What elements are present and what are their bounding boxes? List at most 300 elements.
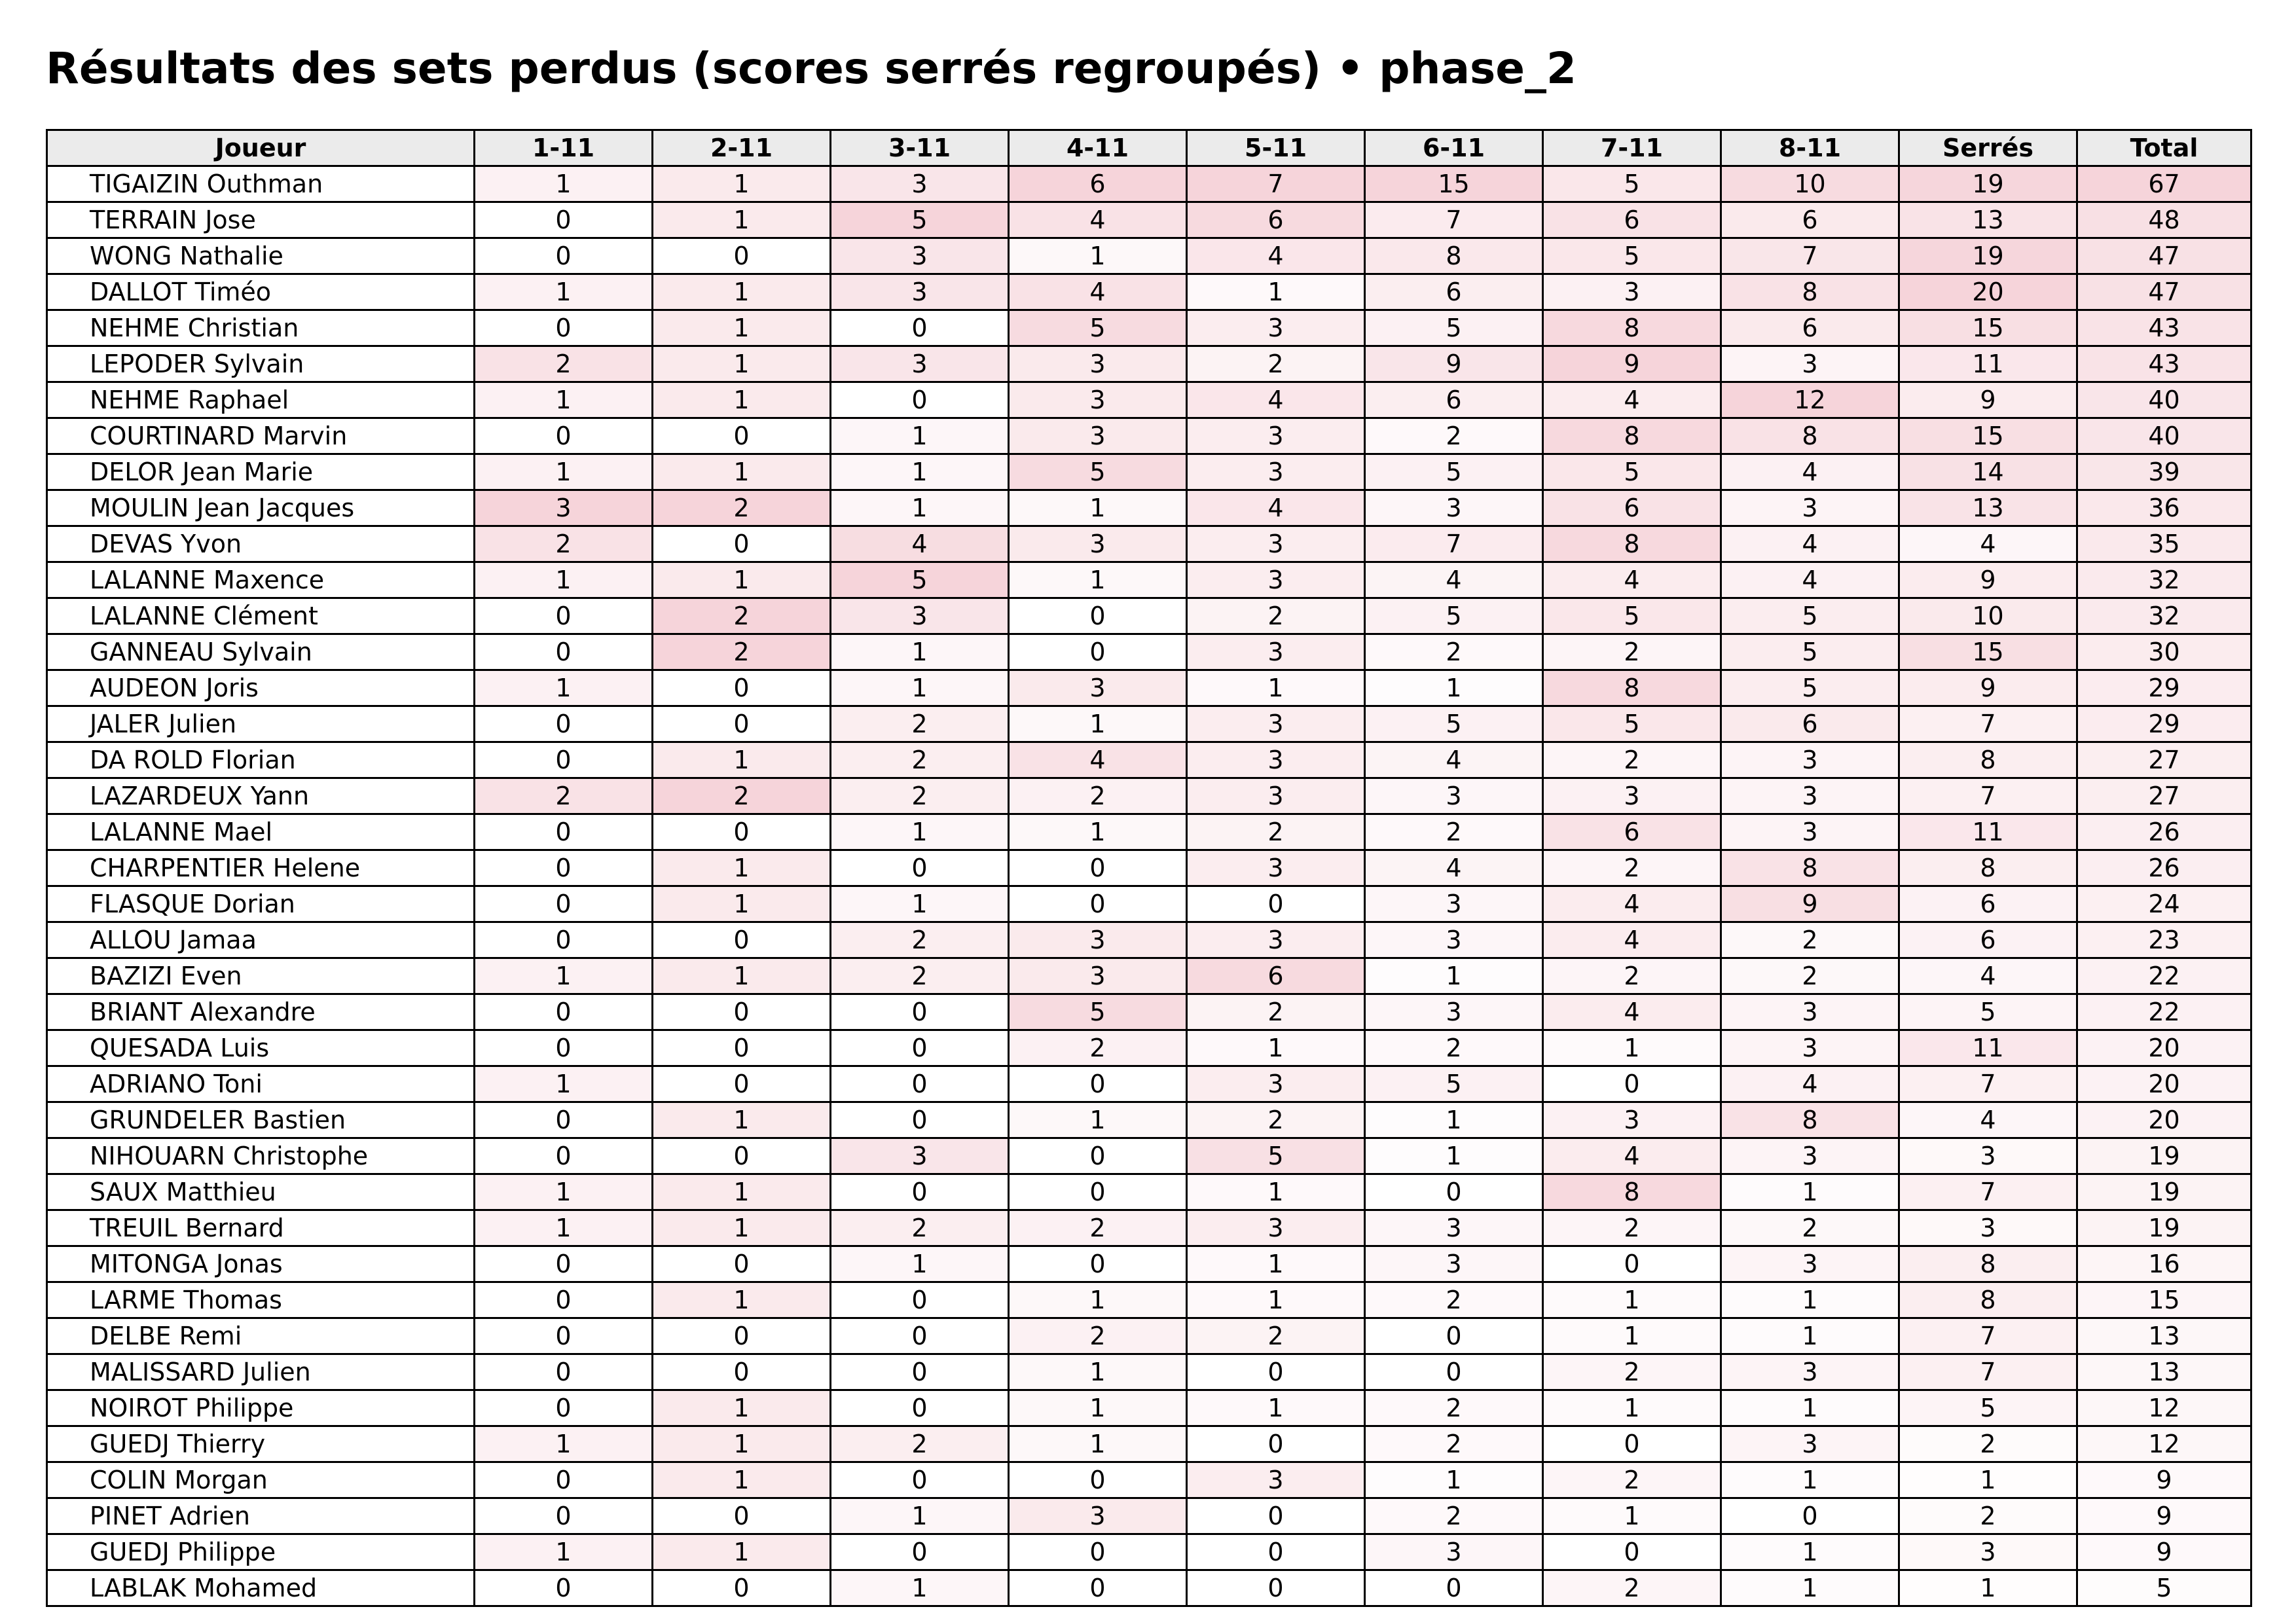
value-cell: 9 — [1721, 886, 1899, 922]
value-cell: 6 — [1009, 166, 1187, 202]
value-cell: 8 — [1543, 526, 1721, 562]
value-cell: 8 — [1721, 850, 1899, 886]
value-cell: 8 — [1899, 1282, 2077, 1318]
value-cell: 3 — [1365, 1534, 1543, 1570]
value-cell: 1 — [1365, 1102, 1543, 1138]
player-name-cell: SAUX Matthieu — [47, 1174, 475, 1210]
value-cell: 27 — [2077, 742, 2251, 778]
value-cell: 40 — [2077, 382, 2251, 418]
player-name-cell: JALER Julien — [47, 706, 475, 742]
value-cell: 2 — [1365, 1426, 1543, 1462]
value-cell: 1 — [831, 418, 1009, 454]
value-cell: 0 — [831, 1030, 1009, 1066]
value-cell: 1 — [1187, 1390, 1365, 1426]
value-cell: 3 — [1009, 418, 1187, 454]
table-body — [47, 166, 2251, 1606]
value-cell: 35 — [2077, 526, 2251, 562]
value-cell: 1 — [475, 1174, 653, 1210]
value-cell: 1 — [1721, 1570, 1899, 1606]
value-cell: 19 — [2077, 1138, 2251, 1174]
value-cell: 7 — [1365, 202, 1543, 238]
value-cell: 0 — [831, 994, 1009, 1030]
value-cell: 5 — [1365, 598, 1543, 634]
value-cell: 0 — [831, 1174, 1009, 1210]
value-cell: 14 — [1899, 454, 2077, 490]
value-cell: 3 — [1009, 670, 1187, 706]
value-cell: 1 — [831, 634, 1009, 670]
value-cell: 0 — [653, 1138, 831, 1174]
value-cell: 2 — [1009, 1210, 1187, 1246]
value-cell: 7 — [1721, 238, 1899, 274]
value-cell: 0 — [1187, 1570, 1365, 1606]
value-cell: 3 — [1009, 382, 1187, 418]
player-name-cell: DELBE Remi — [47, 1318, 475, 1354]
value-cell: 0 — [475, 1570, 653, 1606]
value-cell: 1 — [1009, 562, 1187, 598]
value-cell: 0 — [1009, 1246, 1187, 1282]
page-title: Résultats des sets perdus (scores serrés regroupés) • phase_2 — [46, 43, 1576, 94]
value-cell: 1 — [653, 1102, 831, 1138]
column-header: 8-11 — [1721, 130, 1899, 166]
value-cell: 0 — [475, 706, 653, 742]
value-cell: 5 — [1899, 994, 2077, 1030]
value-cell: 1 — [1543, 1498, 1721, 1534]
value-cell: 29 — [2077, 670, 2251, 706]
value-cell: 11 — [1899, 814, 2077, 850]
value-cell: 0 — [1187, 1426, 1365, 1462]
value-cell: 2 — [1721, 922, 1899, 958]
value-cell: 4 — [1365, 562, 1543, 598]
value-cell: 0 — [1187, 1534, 1365, 1570]
value-cell: 13 — [1899, 490, 2077, 526]
table-row — [47, 814, 2251, 850]
value-cell: 0 — [475, 994, 653, 1030]
value-cell: 3 — [1721, 1030, 1899, 1066]
value-cell: 0 — [1009, 1066, 1187, 1102]
value-cell: 4 — [1543, 994, 1721, 1030]
value-cell: 0 — [1365, 1570, 1543, 1606]
value-cell: 3 — [1721, 1354, 1899, 1390]
table-row — [47, 1318, 2251, 1354]
value-cell: 0 — [831, 1354, 1009, 1390]
value-cell: 1 — [1721, 1390, 1899, 1426]
value-cell: 5 — [1009, 454, 1187, 490]
value-cell: 2 — [1543, 742, 1721, 778]
player-name-cell: LALANNE Maxence — [47, 562, 475, 598]
value-cell: 3 — [831, 274, 1009, 310]
value-cell: 2 — [1365, 634, 1543, 670]
value-cell: 2 — [1365, 814, 1543, 850]
value-cell: 2 — [1187, 814, 1365, 850]
value-cell: 1 — [653, 742, 831, 778]
value-cell: 5 — [831, 562, 1009, 598]
value-cell: 6 — [1721, 310, 1899, 346]
table-row — [47, 1030, 2251, 1066]
value-cell: 2 — [1187, 598, 1365, 634]
value-cell: 2 — [1543, 1210, 1721, 1246]
value-cell: 1 — [1365, 670, 1543, 706]
value-cell: 3 — [1187, 634, 1365, 670]
player-name-cell: DA ROLD Florian — [47, 742, 475, 778]
value-cell: 3 — [1899, 1534, 2077, 1570]
value-cell: 2 — [1009, 1318, 1187, 1354]
value-cell: 2 — [653, 634, 831, 670]
value-cell: 0 — [1009, 1174, 1187, 1210]
value-cell: 5 — [1543, 238, 1721, 274]
value-cell: 4 — [1365, 850, 1543, 886]
value-cell: 3 — [1721, 994, 1899, 1030]
table-row — [47, 1462, 2251, 1498]
value-cell: 16 — [2077, 1246, 2251, 1282]
value-cell: 3 — [1543, 1102, 1721, 1138]
value-cell: 2 — [1543, 1354, 1721, 1390]
table-row — [47, 1282, 2251, 1318]
value-cell: 5 — [1543, 454, 1721, 490]
table-row — [47, 1354, 2251, 1390]
value-cell: 0 — [653, 814, 831, 850]
value-cell: 8 — [1543, 1174, 1721, 1210]
column-header: 3-11 — [831, 130, 1009, 166]
player-name-cell: CHARPENTIER Helene — [47, 850, 475, 886]
value-cell: 5 — [1721, 634, 1899, 670]
value-cell: 0 — [653, 526, 831, 562]
player-name-cell: TIGAIZIN Outhman — [47, 166, 475, 202]
player-name-cell: LALANNE Mael — [47, 814, 475, 850]
value-cell: 0 — [653, 670, 831, 706]
value-cell: 3 — [1543, 778, 1721, 814]
player-name-cell: WONG Nathalie — [47, 238, 475, 274]
column-header: Total — [2077, 130, 2251, 166]
value-cell: 15 — [2077, 1282, 2251, 1318]
value-cell: 5 — [1187, 1138, 1365, 1174]
value-cell: 4 — [1721, 454, 1899, 490]
value-cell: 19 — [1899, 166, 2077, 202]
value-cell: 3 — [831, 346, 1009, 382]
value-cell: 3 — [1721, 1138, 1899, 1174]
value-cell: 1 — [1899, 1570, 2077, 1606]
player-name-cell: COURTINARD Marvin — [47, 418, 475, 454]
table-row — [47, 454, 2251, 490]
value-cell: 9 — [2077, 1462, 2251, 1498]
value-cell: 3 — [1365, 1246, 1543, 1282]
value-cell: 2 — [1899, 1498, 2077, 1534]
value-cell: 12 — [2077, 1426, 2251, 1462]
value-cell: 3 — [1365, 994, 1543, 1030]
value-cell: 5 — [1009, 310, 1187, 346]
value-cell: 1 — [831, 886, 1009, 922]
value-cell: 8 — [1721, 418, 1899, 454]
value-cell: 40 — [2077, 418, 2251, 454]
value-cell: 0 — [475, 1282, 653, 1318]
value-cell: 1 — [1009, 814, 1187, 850]
value-cell: 3 — [1365, 922, 1543, 958]
value-cell: 9 — [1899, 562, 2077, 598]
value-cell: 2 — [1187, 1318, 1365, 1354]
value-cell: 0 — [831, 310, 1009, 346]
value-cell: 3 — [1187, 1462, 1365, 1498]
table-row — [47, 706, 2251, 742]
value-cell: 47 — [2077, 274, 2251, 310]
value-cell: 1 — [653, 346, 831, 382]
value-cell: 0 — [1543, 1426, 1721, 1462]
value-cell: 3 — [1009, 346, 1187, 382]
value-cell: 2 — [475, 346, 653, 382]
value-cell: 20 — [1899, 274, 2077, 310]
value-cell: 1 — [475, 166, 653, 202]
value-cell: 0 — [1721, 1498, 1899, 1534]
value-cell: 1 — [831, 670, 1009, 706]
player-name-cell: DELOR Jean Marie — [47, 454, 475, 490]
value-cell: 1 — [1009, 1390, 1187, 1426]
value-cell: 6 — [1365, 382, 1543, 418]
value-cell: 1 — [653, 274, 831, 310]
value-cell: 6 — [1721, 202, 1899, 238]
value-cell: 0 — [653, 1498, 831, 1534]
value-cell: 0 — [1365, 1174, 1543, 1210]
value-cell: 0 — [831, 850, 1009, 886]
value-cell: 6 — [1365, 274, 1543, 310]
value-cell: 1 — [1187, 1282, 1365, 1318]
value-cell: 5 — [1009, 994, 1187, 1030]
value-cell: 1 — [1009, 490, 1187, 526]
value-cell: 1 — [475, 670, 653, 706]
value-cell: 11 — [1899, 346, 2077, 382]
value-cell: 0 — [831, 1390, 1009, 1426]
value-cell: 8 — [1899, 1246, 2077, 1282]
value-cell: 3 — [1187, 562, 1365, 598]
value-cell: 7 — [1899, 1318, 2077, 1354]
player-name-cell: GRUNDELER Bastien — [47, 1102, 475, 1138]
value-cell: 8 — [1899, 850, 2077, 886]
value-cell: 4 — [1899, 958, 2077, 994]
column-header: 7-11 — [1543, 130, 1721, 166]
value-cell: 1 — [1721, 1282, 1899, 1318]
table-row — [47, 1426, 2251, 1462]
value-cell: 1 — [653, 958, 831, 994]
value-cell: 1 — [1009, 706, 1187, 742]
value-cell: 3 — [1721, 1246, 1899, 1282]
table-row — [47, 634, 2251, 670]
value-cell: 2 — [1009, 1030, 1187, 1066]
value-cell: 2 — [653, 490, 831, 526]
value-cell: 0 — [653, 994, 831, 1030]
value-cell: 0 — [1009, 1462, 1187, 1498]
results-table — [46, 129, 2252, 1607]
value-cell: 3 — [1721, 346, 1899, 382]
value-cell: 4 — [831, 526, 1009, 562]
value-cell: 5 — [1721, 670, 1899, 706]
player-name-cell: MOULIN Jean Jacques — [47, 490, 475, 526]
value-cell: 4 — [1543, 1138, 1721, 1174]
value-cell: 3 — [1187, 1066, 1365, 1102]
table-row — [47, 310, 2251, 346]
value-cell: 6 — [1543, 490, 1721, 526]
value-cell: 5 — [1365, 706, 1543, 742]
column-header: 5-11 — [1187, 130, 1365, 166]
player-name-cell: COLIN Morgan — [47, 1462, 475, 1498]
value-cell: 4 — [1009, 202, 1187, 238]
value-cell: 1 — [653, 1462, 831, 1498]
player-name-cell: GUEDJ Philippe — [47, 1534, 475, 1570]
value-cell: 1 — [1009, 238, 1187, 274]
value-cell: 6 — [1187, 958, 1365, 994]
value-cell: 0 — [1365, 1318, 1543, 1354]
value-cell: 3 — [1365, 490, 1543, 526]
value-cell: 9 — [1365, 346, 1543, 382]
value-cell: 0 — [1009, 850, 1187, 886]
value-cell: 4 — [1543, 922, 1721, 958]
value-cell: 5 — [1721, 598, 1899, 634]
table-row — [47, 1534, 2251, 1570]
value-cell: 15 — [1899, 418, 2077, 454]
value-cell: 1 — [475, 1426, 653, 1462]
value-cell: 2 — [1187, 994, 1365, 1030]
value-cell: 1 — [1721, 1174, 1899, 1210]
value-cell: 7 — [1899, 1354, 2077, 1390]
value-cell: 3 — [1009, 922, 1187, 958]
value-cell: 22 — [2077, 958, 2251, 994]
player-name-cell: BAZIZI Even — [47, 958, 475, 994]
table-row — [47, 1570, 2251, 1606]
value-cell: 1 — [653, 1282, 831, 1318]
table-row — [47, 958, 2251, 994]
value-cell: 0 — [475, 742, 653, 778]
value-cell: 3 — [831, 1138, 1009, 1174]
value-cell: 3 — [1187, 418, 1365, 454]
value-cell: 1 — [653, 1534, 831, 1570]
value-cell: 10 — [1721, 166, 1899, 202]
value-cell: 8 — [1721, 274, 1899, 310]
value-cell: 0 — [831, 382, 1009, 418]
value-cell: 1 — [831, 1246, 1009, 1282]
player-name-cell: ALLOU Jamaa — [47, 922, 475, 958]
value-cell: 1 — [831, 490, 1009, 526]
value-cell: 4 — [1543, 382, 1721, 418]
table-row — [47, 238, 2251, 274]
value-cell: 20 — [2077, 1066, 2251, 1102]
value-cell: 2 — [1365, 1498, 1543, 1534]
value-cell: 4 — [1187, 238, 1365, 274]
value-cell: 4 — [1899, 1102, 2077, 1138]
value-cell: 32 — [2077, 562, 2251, 598]
value-cell: 24 — [2077, 886, 2251, 922]
value-cell: 1 — [475, 1534, 653, 1570]
value-cell: 0 — [475, 886, 653, 922]
value-cell: 29 — [2077, 706, 2251, 742]
value-cell: 0 — [831, 1318, 1009, 1354]
value-cell: 0 — [1009, 634, 1187, 670]
value-cell: 3 — [1187, 922, 1365, 958]
table-header — [47, 130, 2251, 166]
value-cell: 30 — [2077, 634, 2251, 670]
value-cell: 0 — [475, 1498, 653, 1534]
value-cell: 7 — [1365, 526, 1543, 562]
value-cell: 1 — [1721, 1534, 1899, 1570]
value-cell: 3 — [1187, 742, 1365, 778]
value-cell: 4 — [1187, 382, 1365, 418]
value-cell: 3 — [831, 238, 1009, 274]
value-cell: 5 — [1365, 454, 1543, 490]
table-row — [47, 778, 2251, 814]
value-cell: 0 — [475, 814, 653, 850]
table-row — [47, 490, 2251, 526]
value-cell: 1 — [1187, 1246, 1365, 1282]
value-cell: 8 — [1365, 238, 1543, 274]
value-cell: 27 — [2077, 778, 2251, 814]
table-row — [47, 886, 2251, 922]
value-cell: 4 — [1009, 742, 1187, 778]
value-cell: 0 — [1365, 1354, 1543, 1390]
value-cell: 3 — [831, 166, 1009, 202]
value-cell: 2 — [1365, 418, 1543, 454]
value-cell: 0 — [475, 598, 653, 634]
value-cell: 1 — [831, 1570, 1009, 1606]
value-cell: 2 — [1543, 850, 1721, 886]
player-name-cell: PINET Adrien — [47, 1498, 475, 1534]
value-cell: 3 — [1365, 886, 1543, 922]
value-cell: 0 — [1543, 1534, 1721, 1570]
player-name-cell: QUESADA Luis — [47, 1030, 475, 1066]
player-name-cell: LEPODER Sylvain — [47, 346, 475, 382]
table-row — [47, 1102, 2251, 1138]
value-cell: 0 — [475, 1030, 653, 1066]
value-cell: 0 — [475, 634, 653, 670]
value-cell: 3 — [1187, 850, 1365, 886]
player-name-cell: NEHME Raphael — [47, 382, 475, 418]
value-cell: 2 — [831, 742, 1009, 778]
value-cell: 20 — [2077, 1030, 2251, 1066]
value-cell: 0 — [653, 238, 831, 274]
table-row — [47, 562, 2251, 598]
value-cell: 5 — [1365, 310, 1543, 346]
player-name-cell: FLASQUE Dorian — [47, 886, 475, 922]
value-cell: 5 — [831, 202, 1009, 238]
value-cell: 1 — [653, 1390, 831, 1426]
value-cell: 1 — [1365, 1462, 1543, 1498]
column-header: Joueur — [47, 130, 475, 166]
table-row — [47, 1246, 2251, 1282]
value-cell: 7 — [1899, 1066, 2077, 1102]
value-cell: 3 — [1721, 814, 1899, 850]
value-cell: 0 — [1009, 1570, 1187, 1606]
table-row — [47, 1390, 2251, 1426]
value-cell: 1 — [653, 166, 831, 202]
value-cell: 4 — [1721, 1066, 1899, 1102]
value-cell: 3 — [1721, 778, 1899, 814]
value-cell: 1 — [653, 1210, 831, 1246]
value-cell: 6 — [1187, 202, 1365, 238]
value-cell: 1 — [653, 202, 831, 238]
value-cell: 3 — [1721, 490, 1899, 526]
value-cell: 36 — [2077, 490, 2251, 526]
value-cell: 2 — [1009, 778, 1187, 814]
value-cell: 3 — [1009, 1498, 1187, 1534]
value-cell: 6 — [1899, 886, 2077, 922]
value-cell: 3 — [1009, 958, 1187, 994]
table-row — [47, 598, 2251, 634]
value-cell: 2 — [1721, 958, 1899, 994]
value-cell: 8 — [1899, 742, 2077, 778]
value-cell: 1 — [1009, 1354, 1187, 1390]
value-cell: 0 — [475, 1390, 653, 1426]
value-cell: 0 — [653, 1066, 831, 1102]
value-cell: 7 — [1899, 1174, 2077, 1210]
value-cell: 1 — [1543, 1030, 1721, 1066]
table-row — [47, 850, 2251, 886]
table-row — [47, 1498, 2251, 1534]
value-cell: 3 — [1365, 1210, 1543, 1246]
value-cell: 10 — [1899, 598, 2077, 634]
